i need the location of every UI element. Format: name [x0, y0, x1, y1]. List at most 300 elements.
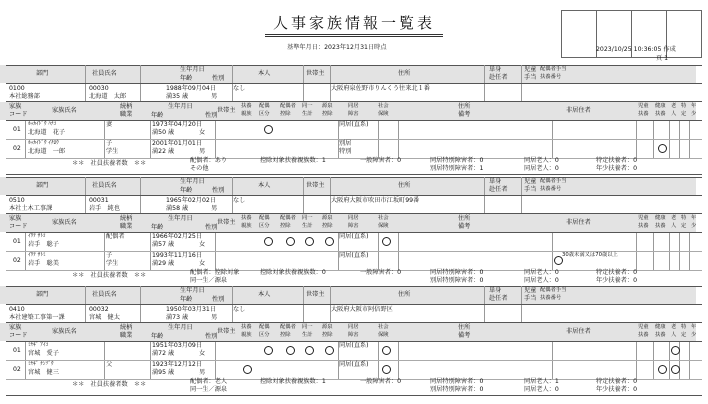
label-single-2: 赴任者 [489, 74, 508, 81]
column-divider [669, 233, 670, 251]
created-timestamp: 2023/10/25 10:36:05 作成 [596, 46, 676, 53]
check-circle-icon [382, 346, 391, 355]
emp-self: なし [233, 197, 246, 204]
label-fam-col: 同居 [348, 215, 359, 221]
label-sex: 性別 [212, 75, 225, 82]
emp-address: 大阪府大阪市吹田市江坂町99番 [331, 197, 420, 204]
fam-name: 宮城 健三 [28, 369, 59, 376]
column-divider [521, 84, 522, 101]
column-divider [25, 252, 26, 270]
column-divider [85, 286, 86, 304]
column-divider [338, 342, 339, 360]
column-divider [669, 121, 670, 139]
summary-young: 年少扶養者：0 [596, 277, 638, 284]
fam-code: 01 [13, 347, 21, 354]
label-dept: 部門 [36, 291, 49, 298]
emp-birth: 1950年03月31日 [166, 306, 217, 313]
label-fam-sex: 性別 [205, 333, 218, 340]
label-fam-col: 社会 [378, 324, 389, 330]
summary-special: 別居特別障害者：1 [430, 165, 484, 172]
column-divider [330, 65, 331, 83]
column-divider [330, 84, 331, 101]
column-divider [653, 140, 654, 158]
label-birth: 生年月日 [180, 66, 205, 73]
column-divider [85, 65, 86, 83]
label-fam-code-2: コード [9, 111, 28, 118]
fam-sex: 女 [199, 350, 206, 357]
emp-code: 00031 [89, 197, 109, 204]
fam-cohab: 同居(直系) [339, 361, 369, 368]
stamp-box-1 [561, 10, 597, 58]
column-divider [689, 252, 690, 270]
fam-age: 満50 歳 [152, 129, 175, 136]
emp-sex: 男 [211, 205, 218, 212]
check-circle-icon [264, 237, 273, 246]
label-fam-col-2: 控除 [322, 223, 333, 229]
check-circle-icon [658, 144, 667, 153]
label-young-2: 少 [691, 332, 697, 338]
dept-code: 0410 [9, 306, 25, 313]
column-divider [484, 305, 485, 322]
column-divider [653, 121, 654, 139]
rule-line [6, 286, 702, 287]
summary-label: ＊＊ 社員扶養者数 ＊＊ [72, 381, 147, 388]
fam-name: 岩手 聡子 [28, 241, 59, 248]
base-date: 基準年月日：2023年12月31日時点 [287, 44, 387, 51]
label-fam-col: 源泉 [322, 215, 333, 221]
label-birth: 生年月日 [180, 287, 205, 294]
label-old: 老 [671, 215, 677, 221]
column-divider [338, 140, 339, 158]
summary-spouse: 配偶者：老人 [190, 378, 228, 385]
fam-relation: 父 [106, 361, 113, 368]
column-divider [338, 233, 339, 251]
label-fam-col-2: 控除 [322, 332, 333, 338]
label-child-allow: 児童 [524, 178, 537, 185]
fam-kana: ﾎｯｶｲﾄﾞｳ ｲﾁﾛｳ [28, 140, 59, 146]
summary-old-other: 同居老人：0 [524, 277, 559, 284]
label-spec: 特 [681, 103, 687, 109]
column-divider [232, 305, 233, 322]
label-fam-sex: 性別 [205, 224, 218, 231]
label-fam-col-2: 控除 [280, 223, 291, 229]
label-fam-col-2: 保険 [378, 332, 389, 338]
rule-line [6, 195, 702, 196]
label-child-allow: 児童 [524, 287, 537, 294]
label-fam-col-2: 障害 [348, 332, 359, 338]
column-divider [215, 140, 216, 158]
label-single-2: 赴任者 [489, 295, 508, 302]
label-fam-col: 同一 [302, 103, 313, 109]
column-divider [653, 361, 654, 379]
fam-relation: 子 [106, 140, 113, 147]
summary-spouse: 配偶者：控除対象 [190, 269, 240, 276]
summary-old-other: 同居老人：0 [524, 165, 559, 172]
label-health-2: 扶養 [655, 332, 666, 338]
emp-age: 満58 歳 [166, 205, 189, 212]
summary-spouse-2: 同一生／源泉 [190, 277, 228, 284]
dept-code: 0100 [9, 85, 25, 92]
label-single: 単身 [489, 287, 502, 294]
column-divider [378, 252, 379, 270]
label-child-allow-2: 手当 [524, 74, 537, 81]
label-fam-birth: 生年月日 [168, 324, 193, 331]
fam-kana: ﾐﾔｷﾞ ｹﾝｿﾞｳ [28, 361, 54, 367]
emp-sex: 男 [211, 93, 218, 100]
fam-nonres-note: 30歳未満又は70歳以上 [562, 252, 618, 258]
fam-birth: 1923年12月12日 [152, 361, 203, 368]
emp-self: なし [233, 306, 246, 313]
fam-birth: 1973年04月20日 [152, 121, 203, 128]
column-divider [669, 140, 670, 158]
emp-birth: 1965年02月02日 [166, 197, 217, 204]
column-divider [669, 361, 670, 379]
label-fam-col: 同居 [348, 103, 359, 109]
label-sex: 性別 [212, 296, 225, 303]
label-fam-col: 同一 [302, 215, 313, 221]
check-circle-icon [671, 365, 680, 374]
label-old: 老 [671, 324, 677, 330]
summary-old-cohab: 同居老人：1 [524, 378, 559, 385]
label-old-2: 人 [671, 332, 677, 338]
label-fam-col-2: 障害 [348, 223, 359, 229]
fam-age: 満29 歳 [152, 260, 175, 267]
column-divider [215, 121, 216, 139]
column-divider [104, 233, 105, 251]
page-number: 頁 1 [656, 55, 669, 62]
emp-address: 大阪府大阪市阿倍野区 [331, 306, 393, 313]
label-fam-code-2: コード [9, 223, 28, 230]
fam-sex: 女 [199, 129, 206, 136]
fam-name: 北海道 花子 [28, 129, 66, 136]
label-fam-remarks: 備考 [458, 223, 471, 230]
column-divider [398, 252, 399, 270]
check-circle-icon [658, 365, 667, 374]
column-divider [552, 252, 553, 270]
label-fam-code-2: コード [9, 332, 28, 339]
column-divider [25, 140, 26, 158]
label-single: 単身 [489, 66, 502, 73]
label-self: 本人 [258, 182, 271, 189]
label-spec: 特 [681, 215, 687, 221]
label-single: 単身 [489, 178, 502, 185]
label-old-2: 人 [671, 111, 677, 117]
fam-birth: 1993年11月16日 [152, 252, 203, 259]
label-fam-age: 年齢 [151, 333, 164, 340]
label-dept: 部門 [36, 70, 49, 77]
label-child-ded-2: 扶養 [638, 223, 649, 229]
label-age: 年齢 [180, 296, 193, 303]
label-fam-col-2: 親族 [241, 223, 252, 229]
column-divider [140, 305, 141, 322]
label-fam-head: 世帯主 [217, 219, 236, 226]
fam-relation: 妻 [106, 121, 113, 128]
column-divider [689, 140, 690, 158]
column-divider [378, 121, 379, 139]
summary-general: 一般障害者：0 [360, 269, 402, 276]
column-divider [232, 177, 233, 195]
check-circle-icon [243, 365, 252, 374]
summary-label: ＊＊ 社員扶養者数 ＊＊ [72, 160, 147, 167]
label-young-2: 少 [691, 223, 697, 229]
column-divider [679, 233, 680, 251]
rule-line [6, 174, 702, 175]
column-divider [484, 196, 485, 213]
label-fam-col: 扶養 [241, 103, 252, 109]
emp-age: 満73 歳 [166, 314, 189, 321]
check-circle-icon [305, 237, 314, 246]
column-divider [398, 121, 399, 139]
column-divider [679, 140, 680, 158]
label-old-2: 人 [671, 223, 677, 229]
column-divider [232, 84, 233, 101]
column-divider [378, 342, 379, 360]
fam-kana: ﾐﾔｷﾞ ｱｲｺ [28, 342, 49, 348]
summary-cohab-special: 同居特別障害者：0 [430, 378, 484, 385]
fam-birth: 1951年03月09日 [152, 342, 203, 349]
label-dep-no: 配偶者手当 [540, 66, 567, 72]
summary-label: ＊＊ 社員扶養者数 ＊＊ [72, 272, 147, 279]
fam-name: 北海道 一郎 [28, 148, 66, 155]
column-divider [636, 361, 637, 379]
check-circle-icon [264, 125, 273, 134]
summary-special: 別居特別障害者：0 [430, 277, 484, 284]
emp-name: 宮城 健太 [89, 314, 120, 321]
label-fam-col: 配偶者 [280, 324, 296, 330]
label-single-2: 赴任者 [489, 186, 508, 193]
summary-general: 一般障害者：0 [360, 157, 402, 164]
column-divider [521, 196, 522, 213]
label-relation-2: 職業 [120, 223, 133, 230]
label-fam-name: 家族氏名 [52, 107, 77, 114]
label-head: 世帯主 [306, 182, 325, 189]
column-divider [552, 233, 553, 251]
label-health: 健康 [655, 215, 666, 221]
check-circle-icon [264, 346, 273, 355]
label-fam-col-2: 控除 [280, 332, 291, 338]
label-dep-no-2: 扶養番号 [540, 74, 562, 80]
column-divider [330, 286, 331, 304]
column-divider [521, 65, 522, 83]
summary-young: 年少扶養者：0 [596, 386, 638, 393]
column-divider [140, 196, 141, 213]
label-fam-code: 家族 [9, 324, 22, 331]
label-fam-col-2: 控除 [280, 111, 291, 117]
column-divider [85, 196, 86, 213]
column-divider [378, 140, 379, 158]
column-divider [669, 342, 670, 360]
column-divider [398, 342, 399, 360]
emp-code: 00030 [89, 85, 109, 92]
column-divider [653, 233, 654, 251]
column-divider [338, 121, 339, 139]
fam-code: 01 [13, 126, 21, 133]
column-divider [85, 177, 86, 195]
column-divider [689, 361, 690, 379]
label-fam-col: 配偶 [259, 103, 270, 109]
fam-kana: ｲﾜﾃ ｻﾄｺ [28, 233, 46, 239]
label-young: 年 [691, 324, 697, 330]
column-divider [104, 252, 105, 270]
column-divider [521, 177, 522, 195]
column-divider [552, 140, 553, 158]
column-divider [150, 252, 151, 270]
check-circle-icon [305, 346, 314, 355]
label-emp-name: 社員氏名 [92, 182, 117, 189]
summary-general: 一般障害者：0 [360, 378, 402, 385]
column-divider [25, 233, 26, 251]
column-divider [338, 361, 339, 379]
label-health-2: 扶養 [655, 223, 666, 229]
column-divider [104, 361, 105, 379]
column-divider [215, 233, 216, 251]
label-health: 健康 [655, 324, 666, 330]
label-nonres: 非居住者 [566, 107, 591, 114]
label-relation: 続柄 [120, 215, 133, 222]
label-emp-name: 社員氏名 [92, 70, 117, 77]
column-divider [303, 65, 304, 83]
column-divider [636, 233, 637, 251]
label-fam-col: 社会 [378, 103, 389, 109]
column-divider [140, 286, 141, 304]
column-divider [636, 140, 637, 158]
emp-sex: 男 [211, 314, 218, 321]
label-young: 年 [691, 103, 697, 109]
label-nonres: 非居住者 [566, 219, 591, 226]
label-self: 本人 [258, 291, 271, 298]
label-fam-age: 年齢 [151, 112, 164, 119]
label-spec-2: 定 [681, 223, 687, 229]
column-divider [104, 140, 105, 158]
label-fam-col-2: 保険 [378, 223, 389, 229]
label-fam-col-2: 親族 [241, 111, 252, 117]
summary-spouse-2: その他 [190, 165, 209, 172]
column-divider [303, 196, 304, 213]
label-fam-col: 扶養 [241, 215, 252, 221]
label-head: 世帯主 [306, 291, 325, 298]
column-divider [150, 361, 151, 379]
label-dept: 部門 [36, 182, 49, 189]
label-fam-sex: 性別 [205, 112, 218, 119]
dept-name: 本社総務部 [9, 93, 40, 100]
column-divider [330, 177, 331, 195]
label-fam-col-2: 区分 [259, 111, 270, 117]
label-relation-2: 職業 [120, 332, 133, 339]
column-divider [215, 252, 216, 270]
label-spec-2: 定 [681, 111, 687, 117]
rule-line [6, 83, 702, 84]
label-fam-col-2: 生計 [302, 111, 313, 117]
summary-cohab-special: 同居特別障害者：0 [430, 269, 484, 276]
dept-name: 本社土木工事課 [9, 205, 53, 212]
fam-birth: 2001年01月01日 [152, 140, 203, 147]
label-fam-col-2: 親族 [241, 332, 252, 338]
label-young: 年 [691, 215, 697, 221]
column-divider [303, 177, 304, 195]
column-divider [521, 305, 522, 322]
fam-kana: ｲﾜﾃ ｻﾄﾐ [28, 252, 46, 258]
label-fam-col: 源泉 [322, 103, 333, 109]
fam-age: 満22 歳 [152, 148, 175, 155]
summary-old-cohab: 同居老人：0 [524, 157, 559, 164]
label-fam-col: 社会 [378, 215, 389, 221]
column-divider [521, 286, 522, 304]
fam-relation: 配偶者 [106, 233, 125, 240]
label-fam-col-2: 控除 [322, 111, 333, 117]
check-circle-icon [671, 346, 680, 355]
column-divider [150, 233, 151, 251]
fam-name: 岩手 聡美 [28, 260, 59, 267]
column-divider [398, 140, 399, 158]
column-divider [398, 233, 399, 251]
fam-code: 02 [13, 257, 21, 264]
column-divider [653, 342, 654, 360]
label-fam-address: 住所 [458, 215, 471, 222]
column-divider [653, 252, 654, 270]
fam-sex: 男 [199, 148, 206, 155]
emp-age: 満35 歳 [166, 93, 189, 100]
check-circle-icon [325, 237, 334, 246]
column-divider [636, 252, 637, 270]
rule-line [6, 65, 702, 66]
summary-dep-count: 控除対象扶養親族数：1 [260, 378, 326, 385]
label-fam-col: 源泉 [322, 324, 333, 330]
label-emp-name: 社員氏名 [92, 291, 117, 298]
label-fam-col-2: 区分 [259, 223, 270, 229]
column-divider [303, 305, 304, 322]
emp-code: 00032 [89, 306, 109, 313]
label-spec: 特 [681, 324, 687, 330]
label-birth: 生年月日 [180, 178, 205, 185]
column-divider [484, 286, 485, 304]
column-divider [232, 286, 233, 304]
label-fam-code: 家族 [9, 215, 22, 222]
fam-cohab-2: 特別 [339, 148, 352, 155]
label-young-2: 少 [691, 111, 697, 117]
fam-sex: 男 [199, 369, 206, 376]
column-divider [689, 121, 690, 139]
label-relation-2: 職業 [120, 111, 133, 118]
fam-birth: 1966年02月25日 [152, 233, 203, 240]
column-divider [85, 84, 86, 101]
rule-line [6, 395, 702, 396]
label-child-allow-2: 手当 [524, 186, 537, 193]
label-fam-col-2: 保険 [378, 111, 389, 117]
label-fam-col-2: 生計 [302, 223, 313, 229]
label-fam-col: 配偶者 [280, 103, 296, 109]
label-fam-col-2: 生計 [302, 332, 313, 338]
label-age: 年齢 [180, 75, 193, 82]
column-divider [303, 84, 304, 101]
column-divider [215, 342, 216, 360]
check-circle-icon [554, 256, 563, 265]
label-child-allow-2: 手当 [524, 295, 537, 302]
label-fam-col: 同一 [302, 324, 313, 330]
fam-kana: ﾎｯｶｲﾄﾞｳ ﾊﾅｺ [28, 121, 57, 127]
column-divider [140, 65, 141, 83]
label-child-allow: 児童 [524, 66, 537, 73]
title-underline [265, 34, 443, 35]
emp-self: なし [233, 85, 246, 92]
report-title: 人事家族情報一覧表 [272, 14, 435, 32]
column-divider [679, 121, 680, 139]
fam-cohab: 別居 [339, 140, 352, 147]
label-health: 健康 [655, 103, 666, 109]
label-fam-birth: 生年月日 [168, 215, 193, 222]
label-fam-col-2: 障害 [348, 111, 359, 117]
label-head: 世帯主 [306, 70, 325, 77]
rule-line [6, 304, 702, 305]
